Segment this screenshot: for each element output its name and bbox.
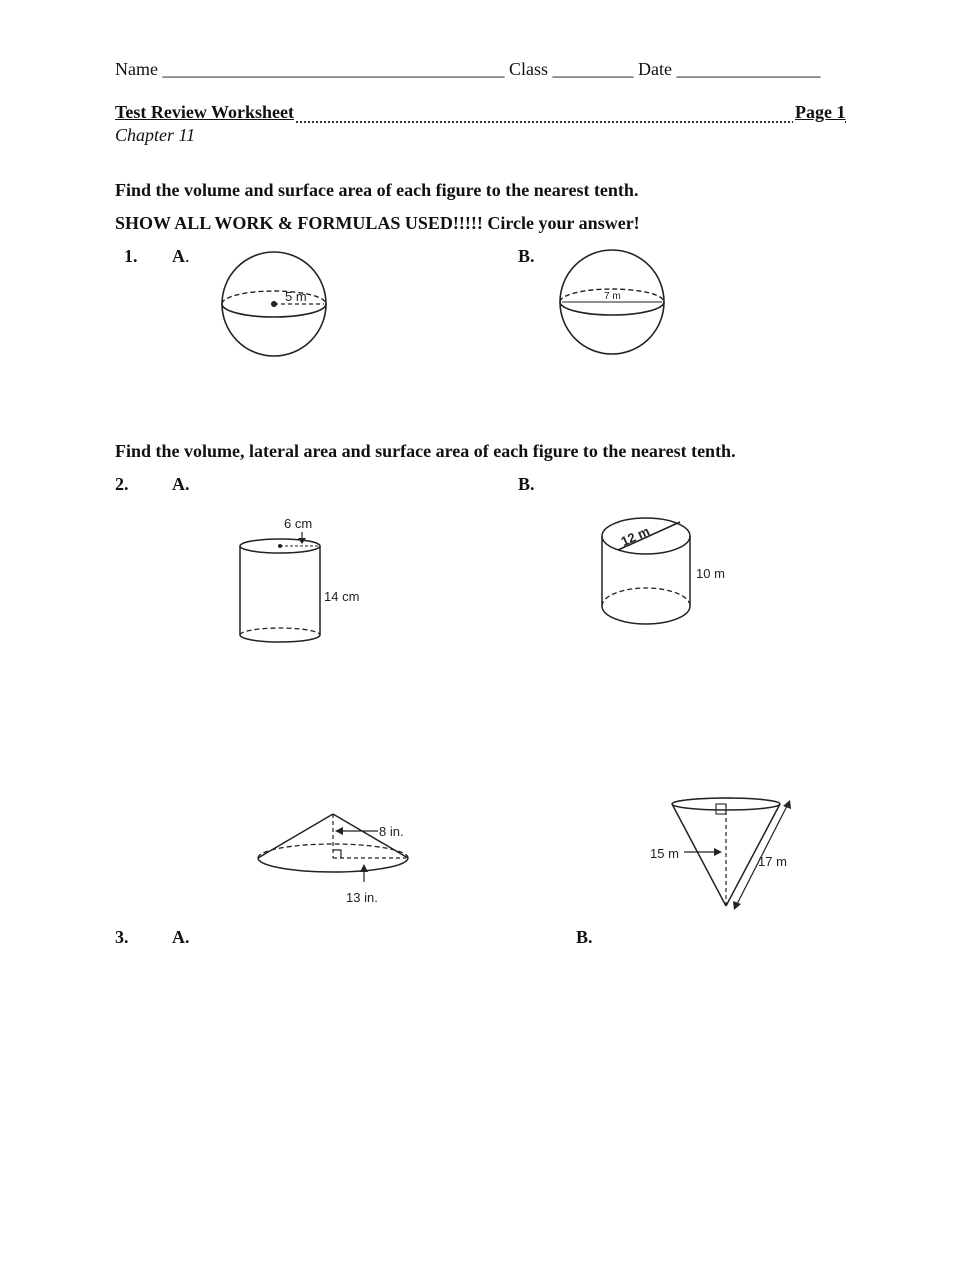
problem-3a-label: A. bbox=[172, 927, 190, 947]
problem-1a-dot: . bbox=[185, 246, 190, 266]
cylinder-a-radius-label: 6 cm bbox=[284, 516, 313, 531]
problem-2a-label: A. bbox=[172, 474, 190, 494]
name-field[interactable] bbox=[115, 59, 820, 80]
page-number: Page 1 bbox=[795, 102, 846, 122]
section1-instruction: Find the volume and surface area of each figure to the nearest tenth. bbox=[115, 180, 639, 200]
cone-b-slant-label: 17 m bbox=[758, 854, 787, 869]
name-blank[interactable]: ______________________________________ bbox=[162, 59, 505, 79]
name-label: Name bbox=[115, 59, 158, 79]
chapter-label: Chapter 11 bbox=[115, 125, 196, 145]
cone-b-height-label: 15 m bbox=[650, 846, 679, 861]
sphere-a-figure bbox=[218, 248, 330, 360]
cone-a-height-label: 8 in. bbox=[379, 824, 404, 839]
cylinder-b-height-label: 10 m bbox=[696, 566, 725, 581]
section2-instruction: Find the volume, lateral area and surface area of each figure to the nearest tenth. bbox=[115, 441, 736, 461]
class-blank[interactable]: _________ bbox=[552, 59, 634, 79]
worksheet-title: Test Review Worksheet bbox=[115, 102, 294, 122]
cylinder-a-figure bbox=[236, 512, 376, 652]
date-blank[interactable]: ________________ bbox=[676, 59, 821, 79]
problem-3-number: 3. bbox=[115, 927, 129, 947]
cone-b-figure bbox=[640, 788, 810, 916]
problem-1-number: 1. bbox=[124, 246, 138, 266]
problem-2-number: 2. bbox=[115, 474, 129, 494]
sphere-b-figure bbox=[556, 248, 668, 360]
sphere-b-diameter-label: 7 m bbox=[604, 291, 621, 302]
cylinder-a-height-label: 14 cm bbox=[324, 589, 360, 604]
cone-a-radius-label: 13 in. bbox=[346, 890, 378, 905]
date-label: Date bbox=[638, 59, 672, 79]
sphere-a-radius-label: 5 m bbox=[285, 289, 307, 304]
cylinder-b-diameter-label: 12 m bbox=[618, 523, 652, 550]
cylinder-b-figure bbox=[596, 508, 746, 638]
problem-3b-label: B. bbox=[576, 927, 593, 947]
problem-2b-label: B. bbox=[518, 474, 535, 494]
class-label: Class bbox=[508, 59, 548, 79]
cone-a-figure bbox=[252, 806, 422, 910]
problem-1b-label: B. bbox=[518, 246, 535, 266]
section1-emphasis: SHOW ALL WORK & FORMULAS USED!!!!! Circle your answer! bbox=[115, 213, 640, 233]
problem-1a-label: A bbox=[172, 246, 185, 266]
